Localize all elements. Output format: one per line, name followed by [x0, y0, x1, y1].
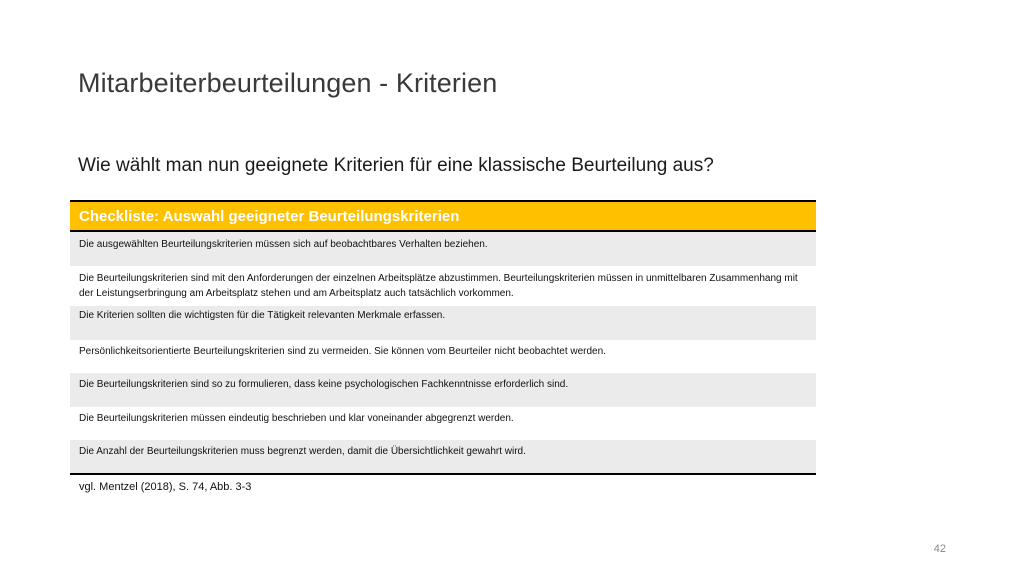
- source-citation: vgl. Mentzel (2018), S. 74, Abb. 3-3: [79, 481, 252, 493]
- checklist-table: [70, 200, 816, 493]
- page-number: 42: [933, 543, 946, 555]
- slide-title: Mitarbeiterbeurteilungen - Kriterien: [78, 68, 498, 98]
- table-row: Die Anzahl der Beurteilungskriterien muss begrenzt werden, damit die Übersichtlichkeit gewahrt wird.: [70, 440, 816, 475]
- table-row: Die Kriterien sollten die wichtigsten für die Tätigkeit relevanten Merkmale erfassen.: [70, 306, 816, 340]
- table-row: Die Beurteilungskriterien sind mit den Anforderungen der einzelnen Arbeitsplätze abzustimmen. Beurteilungskriterien müssen in unmittelbaren Zusammenhang mit der Leistungserbringung am Arbeitsplatz stehen und am Arbeitsplatz auch tatsächlich vorkommen.: [70, 266, 816, 306]
- table-row: Die Beurteilungskriterien müssen eindeutig beschrieben und klar voneinander abgegrenzt werden.: [70, 407, 816, 440]
- table-header: Checkliste: Auswahl geeigneter Beurteilungskriterien: [70, 200, 816, 232]
- table-row: Die Beurteilungskriterien sind so zu formulieren, dass keine psychologischen Fachkenntnisse erforderlich sind.: [70, 373, 816, 407]
- table-row: Persönlichkeitsorientierte Beurteilungskriterien sind zu vermeiden. Sie können vom Beurteiler nicht beobachtet werden.: [70, 340, 816, 373]
- table-row: Die ausgewählten Beurteilungskriterien müssen sich auf beobachtbares Verhalten beziehen.: [70, 232, 816, 266]
- slide-subtitle: Wie wählt man nun geeignete Kriterien für eine klassische Beurteilung aus?: [78, 155, 714, 176]
